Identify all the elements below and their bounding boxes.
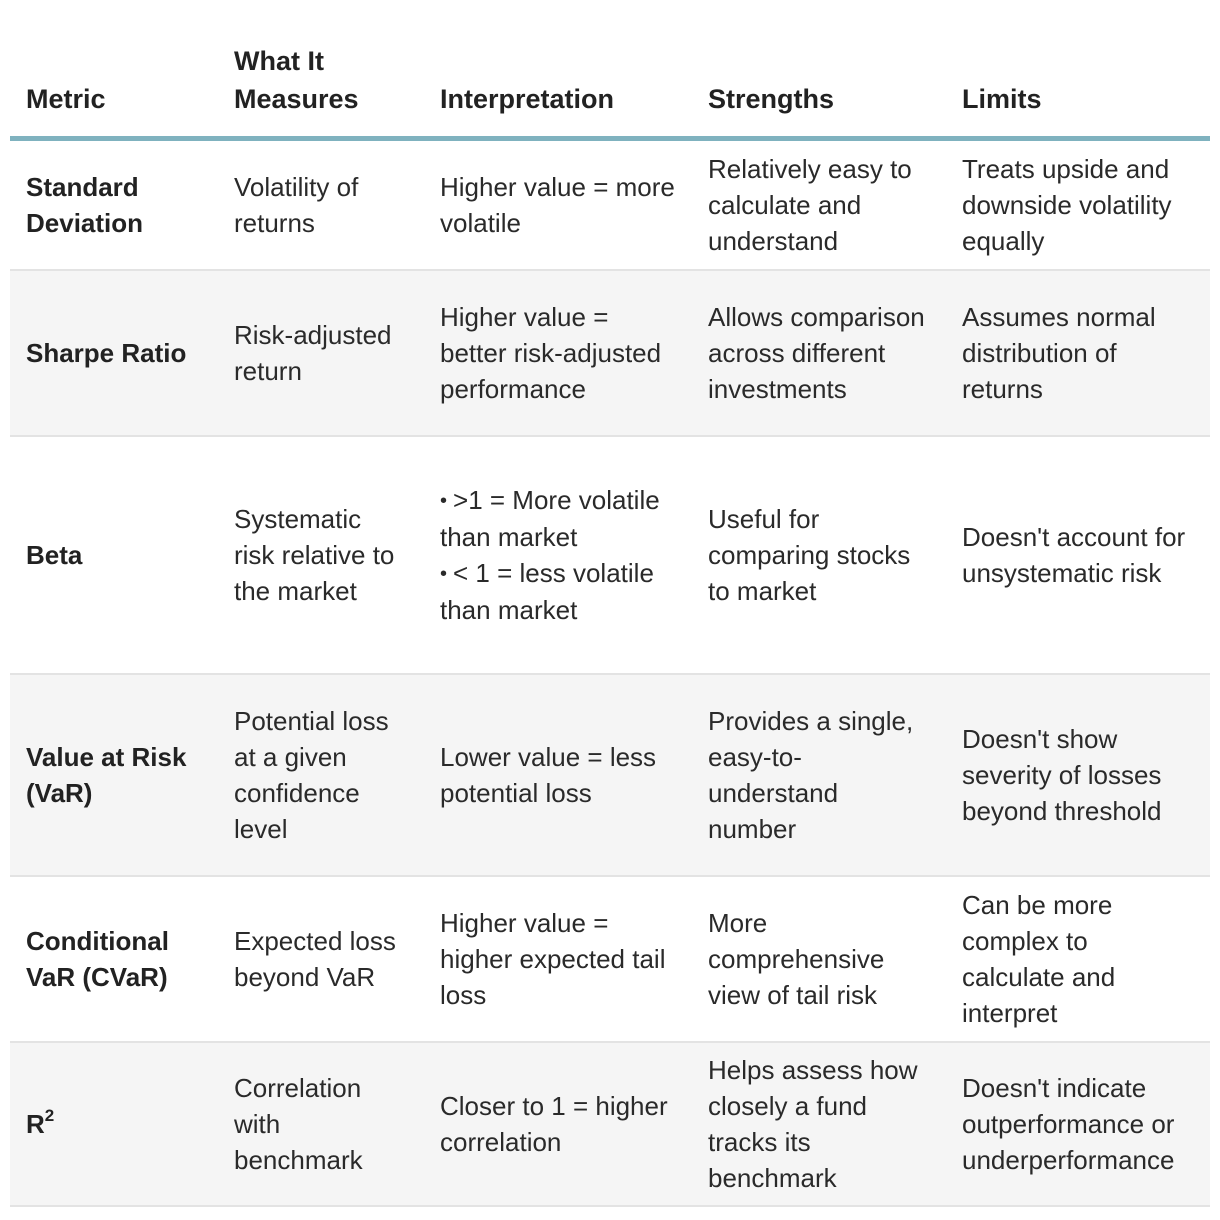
measures-cell: Risk-adjusted return bbox=[218, 270, 424, 436]
strengths-cell: Allows comparison across different investments bbox=[692, 270, 946, 436]
table-row bbox=[10, 138, 1210, 270]
metric-cell bbox=[10, 1042, 218, 1206]
interpretation-bullet: • >1 = More volatile than market bbox=[440, 482, 676, 555]
metric-cell: Conditional VaR (CVaR) bbox=[10, 876, 218, 1042]
measures-cell: Correlation with benchmark bbox=[218, 1042, 424, 1206]
interpretation-cell: Higher value = more volatile bbox=[424, 138, 692, 270]
metric-cell: Standard Deviation bbox=[10, 138, 218, 270]
metric-r-base: R bbox=[26, 1109, 45, 1139]
strengths-cell: Relatively easy to calculate and understand bbox=[692, 138, 946, 270]
header-interpretation: Interpretation bbox=[424, 0, 692, 138]
header-what-it-measures: What It Measures bbox=[218, 0, 424, 138]
risk-metrics-table-container bbox=[10, 0, 1210, 1207]
limits-cell: Doesn't indicate outperformance or underperformance bbox=[946, 1042, 1210, 1206]
limits-cell: Doesn't account for unsystematic risk bbox=[946, 436, 1210, 674]
limits-cell: Treats upside and downside volatility equally bbox=[946, 138, 1210, 270]
table-body bbox=[10, 138, 1210, 1206]
interpretation-cell: Closer to 1 = higher correlation bbox=[424, 1042, 692, 1206]
strengths-cell: Provides a single, easy-to-understand number bbox=[692, 674, 946, 876]
metric-cell: Value at Risk (VaR) bbox=[10, 674, 218, 876]
limits-cell: Can be more complex to calculate and interpret bbox=[946, 876, 1210, 1042]
table-header bbox=[10, 0, 1210, 138]
measures-cell: Volatility of returns bbox=[218, 138, 424, 270]
metric-r-superscript: 2 bbox=[44, 1106, 55, 1125]
strengths-cell: More comprehensive view of tail risk bbox=[692, 876, 946, 1042]
interpretation-bullet: • < 1 = less volatile than market bbox=[440, 555, 676, 628]
header-strengths: Strengths bbox=[692, 0, 946, 138]
table-row bbox=[10, 674, 1210, 876]
limits-cell: Assumes normal distribution of returns bbox=[946, 270, 1210, 436]
measures-cell: Expected loss beyond VaR bbox=[218, 876, 424, 1042]
table-row bbox=[10, 436, 1210, 674]
strengths-cell: Useful for comparing stocks to market bbox=[692, 436, 946, 674]
interpretation-cell: Lower value = less potential loss bbox=[424, 674, 692, 876]
strengths-cell: Helps assess how closely a fund tracks its benchmark bbox=[692, 1042, 946, 1206]
table-row bbox=[10, 270, 1210, 436]
table-row bbox=[10, 876, 1210, 1042]
risk-metrics-table bbox=[10, 0, 1210, 1207]
metric-cell: Sharpe Ratio bbox=[10, 270, 218, 436]
header-limits: Limits bbox=[946, 0, 1210, 138]
measures-cell: Potential loss at a given confidence level bbox=[218, 674, 424, 876]
measures-cell: Systematic risk relative to the market bbox=[218, 436, 424, 674]
header-metric: Metric bbox=[10, 0, 218, 138]
interpretation-cell bbox=[424, 436, 692, 674]
interpretation-cell: Higher value = better risk-adjusted performance bbox=[424, 270, 692, 436]
metric-cell: Beta bbox=[10, 436, 218, 674]
interpretation-cell: Higher value = higher expected tail loss bbox=[424, 876, 692, 1042]
limits-cell: Doesn't show severity of losses beyond threshold bbox=[946, 674, 1210, 876]
table-row bbox=[10, 1042, 1210, 1206]
header-row bbox=[10, 0, 1210, 138]
